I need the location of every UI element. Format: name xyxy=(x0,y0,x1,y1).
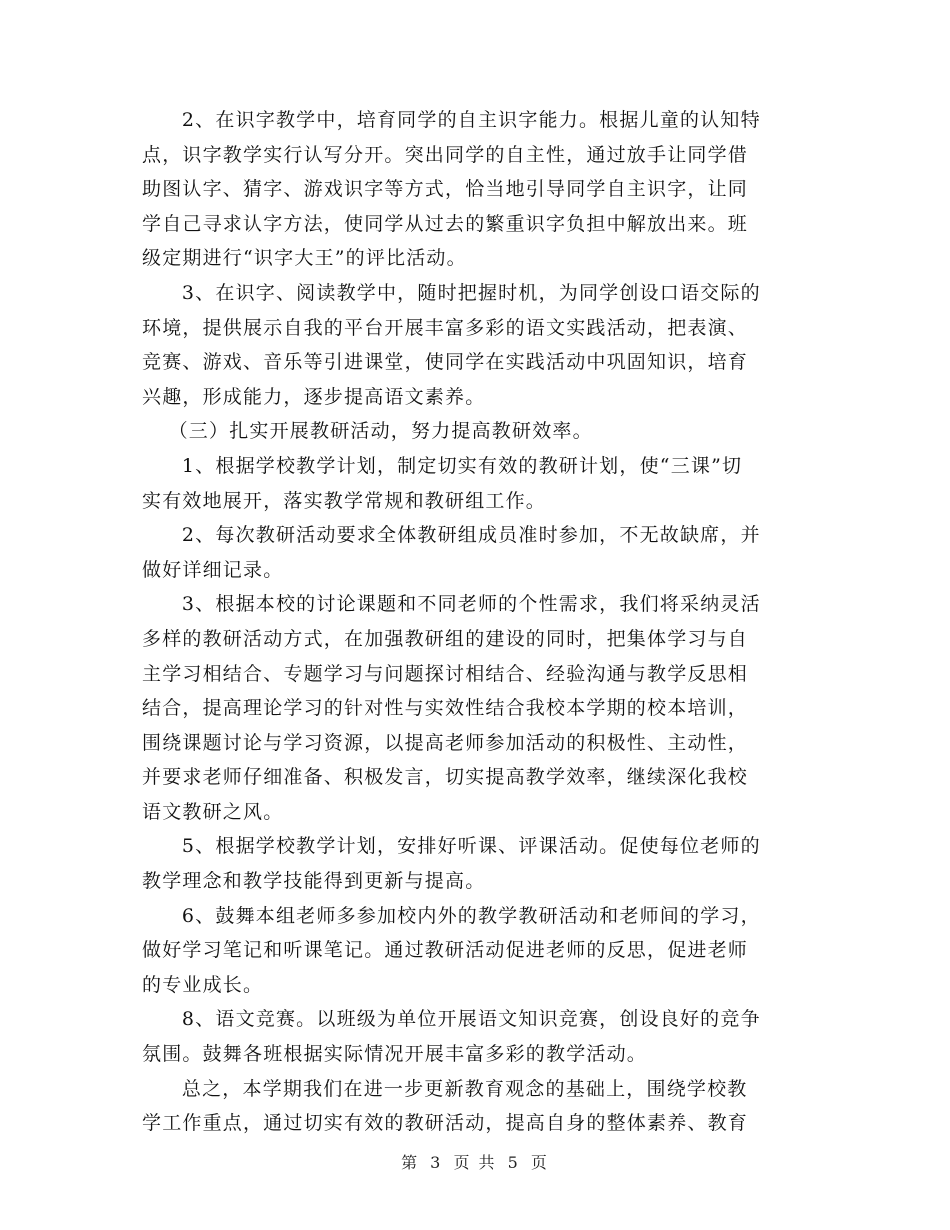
paragraph-attendance: 2、每次教研活动要求全体教研组成员准时参加，不无故缺席，并 做好详细记录。 xyxy=(142,524,761,581)
page-number: 3 xyxy=(430,1153,443,1172)
paragraph-teacher-learning: 6、鼓舞本组老师多参加校内外的教学教研活动和老师间的学习， 做好学习笔记和听课笔记。通过教研活动促进老师的反思，促进老师 的专业成长。 xyxy=(142,904,761,996)
footer-prefix: 第 xyxy=(401,1153,420,1172)
footer-suffix: 页 xyxy=(530,1153,549,1172)
page-total: 5 xyxy=(507,1153,520,1172)
page-footer xyxy=(0,1150,950,1173)
paragraph-research-plan: 1、根据学校教学计划，制定切实有效的教研计划，使“三课”切 实有效地展开，落实教学常规和教研组工作。 xyxy=(142,454,743,512)
paragraph-summary: 总之，本学期我们在进一步更新教育观念的基础上，围绕学校教 学工作重点，通过切实有效的教研活动，提高自身的整体素养、教育 xyxy=(142,1077,749,1135)
footer-middle: 页 共 xyxy=(453,1153,497,1172)
paragraph-literacy-autonomy: 2、在识字教学中，培育同学的自主识字能力。根据儿童的认知特 点，识字教学实行认写分开。突出同学的自主性，通过放手让同学借 助图认字、猜字、游戏识字等方式，恰当地引导同学自主识字，让同 学自己寻求认字方法，使同学从过去的繁重识字负担中解放出来。班 级定期进行“识字大王”的评比活动。 xyxy=(142,109,761,270)
paragraph-chinese-competition: 8、语文竞赛。以班级为单位开展语文知识竞赛，创设良好的竞争 氛围。鼓舞各班根据实际情况开展丰富多彩的教学活动。 xyxy=(142,1008,761,1066)
paragraph-oral-communication: 3、在识字、阅读教学中，随时把握时机，为同学创设口语交际的 环境，提供展示自我的平台开展丰富多彩的语文实践活动，把表演、 竞赛、游戏、音乐等引进课堂，使同学在实践活动中巩固知识，培育 兴趣，形成能力，逐步提高语文素养。 xyxy=(142,281,761,408)
paragraph-research-methods: 3、根据本校的讨论课题和不同老师的个性需求，我们将采纳灵活 多样的教研活动方式，在加强教研组的建设的同时，把集体学习与自 主学习相结合、专题学习与问题探讨相结合、经验沟通与教学反思相 结合，提高理论学习的针对性与实效性结合我校本学期的校本培训， 围绕课题讨论与学习资源，以提高老师参加活动的积极性、主动性， 并要求老师仔细准备、积极发言，切实提高教学效率，继续深化我校 语文教研之风。 xyxy=(142,593,761,823)
paragraph-lesson-observation: 5、根据学校教学计划，安排好听课、评课活动。促使每位老师的 教学理念和教学技能得到更新与提高。 xyxy=(142,835,761,893)
document-body xyxy=(142,103,810,1141)
section-heading-teaching-research: （三）扎实开展教研活动，努力提高教研效率。 xyxy=(168,420,593,443)
